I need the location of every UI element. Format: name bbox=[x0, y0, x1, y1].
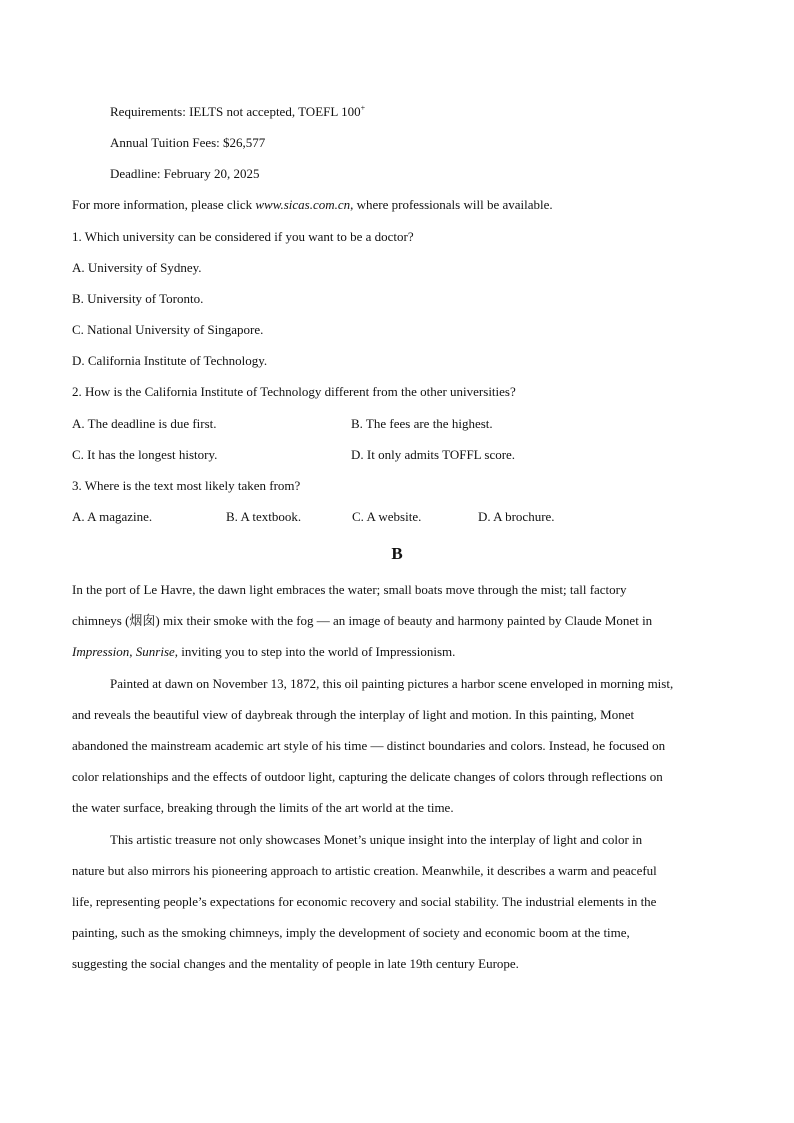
passage-p1-line-1: In the port of Le Havre, the dawn light embraces the water; small boats move through the mist; tall factory bbox=[72, 582, 627, 597]
question-1-stem: 1. Which university can be considered if you want to be a doctor? bbox=[72, 229, 414, 244]
question-3-stem: 3. Where is the text most likely taken from? bbox=[72, 478, 301, 493]
title-separator: , bbox=[129, 644, 136, 659]
requirements-line bbox=[110, 104, 365, 120]
q1-option-b: B. University of Toronto. bbox=[72, 291, 204, 306]
q3-option-c: C. A website. bbox=[352, 509, 422, 524]
painting-title-part-2: Sunrise bbox=[135, 644, 175, 659]
q1-option-a: A. University of Sydney. bbox=[72, 260, 202, 275]
more-info-line bbox=[72, 197, 553, 213]
more-info-suffix: , where professionals will be available. bbox=[350, 197, 553, 212]
passage-p2-line-5: the water surface, breaking through the limits of the art world at the time. bbox=[72, 800, 454, 815]
q2-option-b: B. The fees are the highest. bbox=[351, 416, 493, 431]
q2-option-c: C. It has the longest history. bbox=[72, 447, 218, 462]
question-2-stem: 2. How is the California Institute of Technology different from the other universities? bbox=[72, 384, 516, 399]
q3-option-d: D. A brochure. bbox=[478, 509, 555, 524]
requirements-text: Requirements: IELTS not accepted, TOEFL 100 bbox=[110, 104, 361, 119]
more-info-link[interactable]: www.sicas.com.cn bbox=[255, 197, 351, 212]
section-b-heading: B bbox=[391, 544, 403, 563]
q1-option-d: D. California Institute of Technology. bbox=[72, 353, 268, 368]
passage-p3-line-4: painting, such as the smoking chimneys, imply the development of society and economic boom at the time, bbox=[72, 925, 630, 940]
q3-option-b: B. A textbook. bbox=[226, 509, 302, 524]
passage-p3-line-5: suggesting the social changes and the mentality of people in late 19th century Europe. bbox=[72, 956, 519, 971]
passage-p3-line-2: nature but also mirrors his pioneering approach to artistic creation. Meanwhile, it describes a warm and peaceful bbox=[72, 863, 657, 878]
passage-p2-line-4: color relationships and the effects of outdoor light, capturing the delicate changes of colors through reflections on bbox=[72, 769, 663, 784]
passage-p1-line-3 bbox=[72, 644, 455, 660]
passage-p2-line-2: and reveals the beautiful view of daybreak through the interplay of light and motion. In this painting, Monet bbox=[72, 707, 635, 722]
painting-title-part-1: Impression bbox=[72, 644, 130, 659]
q2-option-a: A. The deadline is due first. bbox=[72, 416, 217, 431]
more-info-prefix: For more information, please click bbox=[72, 197, 256, 212]
passage-p1-line-2: chimneys (烟囱) mix their smoke with the fog — an image of beauty and harmony painted by Claude Monet in bbox=[72, 613, 653, 628]
passage-p2-line-1: Painted at dawn on November 13, 1872, this oil painting pictures a harbor scene enveloped in morning mist, bbox=[110, 676, 674, 691]
q1-option-c: C. National University of Singapore. bbox=[72, 322, 264, 337]
passage-p1-line-3-rest: , inviting you to step into the world of Impressionism. bbox=[174, 644, 456, 659]
tuition-fees: Annual Tuition Fees: $26,577 bbox=[110, 135, 266, 150]
passage-p3-line-3: life, representing people’s expectations for economic recovery and social stability. The industrial elements in the bbox=[72, 894, 657, 909]
deadline: Deadline: February 20, 2025 bbox=[110, 166, 260, 181]
q2-option-d: D. It only admits TOFFL score. bbox=[351, 447, 516, 462]
passage-p3-line-1: This artistic treasure not only showcases Monet’s unique insight into the interplay of light and color in bbox=[110, 832, 643, 847]
passage-p2-line-3: abandoned the mainstream academic art style of his time — distinct boundaries and colors. Instead, he focused on bbox=[72, 738, 666, 753]
q3-option-a: A. A magazine. bbox=[72, 509, 153, 524]
requirements-superscript: + bbox=[360, 103, 366, 113]
